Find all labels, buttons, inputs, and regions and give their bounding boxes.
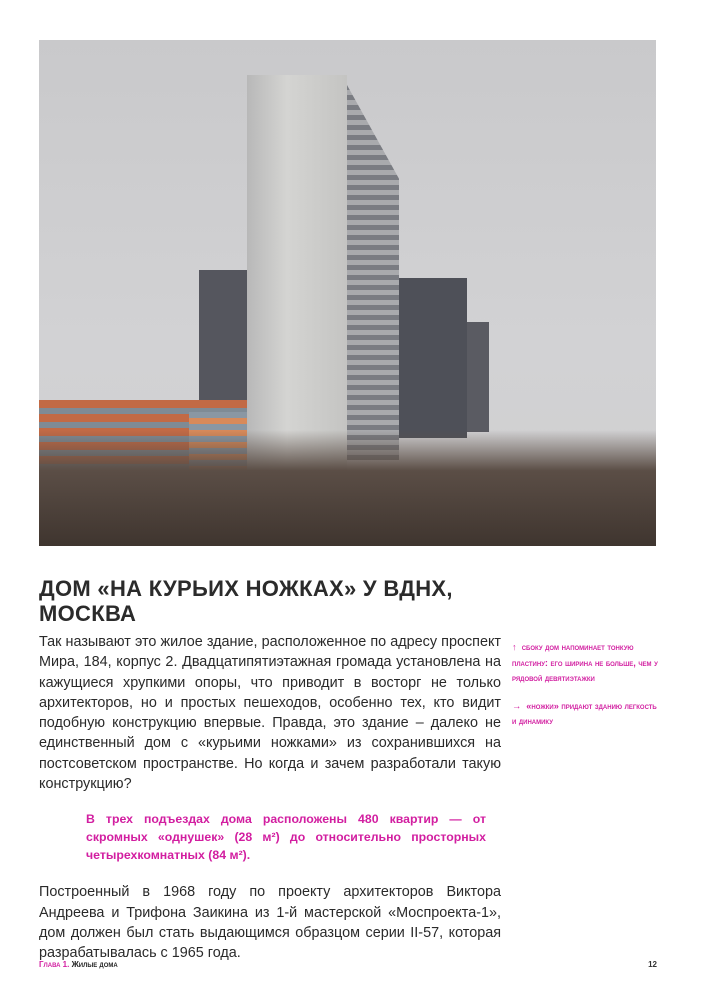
side-note-text: «ножки» придают зданию легкость и динамику (512, 700, 657, 726)
pull-quote: В трех подъездах дома расположены 480 квартир — от скромных «однушек» (28 м²) до относительно просторных четырехкомнатных (84 м²). (86, 812, 486, 863)
paragraph-intro: Так называют это жилое здание, расположенное по адресу проспект Мира, 184, корпус 2. Двадцатипятиэтажная громада установлена на кажущиеся хрупкими опоры, что приводит в восторг не только архитекторов, но и простых пешеходов, особенно тех, кто видит подобную конструкцию впервые. Правда, это здание – далеко не единственный дом с «курьими ножками» из сохранившихся на постсоветском пространстве. Но когда и зачем разработали такую конструкцию? (39, 634, 501, 793)
side-notes (512, 640, 662, 742)
paragraph-history: Построенный в 1968 году по проекту архитекторов Виктора Андреева и Трифона Заикина из 1-й мастерской «Моспроекта-1», дом должен был стать выдающимся образцом серии II-57, которая разрабатывалась с 1965 года. (39, 884, 501, 962)
arrow-up-icon: ↑ (512, 642, 517, 652)
building-photo (39, 40, 656, 546)
arrow-right-icon: → (512, 700, 522, 711)
section-label: Жилые дома (71, 960, 118, 969)
side-note (512, 640, 662, 687)
side-note-text: сбоку дом напоминает тонкую пластину: его ширина не больше, чем у рядовой девятиэтажки (512, 642, 658, 683)
article-body (39, 576, 501, 964)
article-title: ДОМ «НА КУРЬИХ НОЖКАХ» У ВДНХ, МОСКВА (39, 576, 453, 626)
chapter-label: Глава 1. (39, 960, 70, 969)
page-number: 12 (648, 960, 657, 969)
page-footer (39, 960, 657, 969)
side-note (512, 699, 662, 730)
